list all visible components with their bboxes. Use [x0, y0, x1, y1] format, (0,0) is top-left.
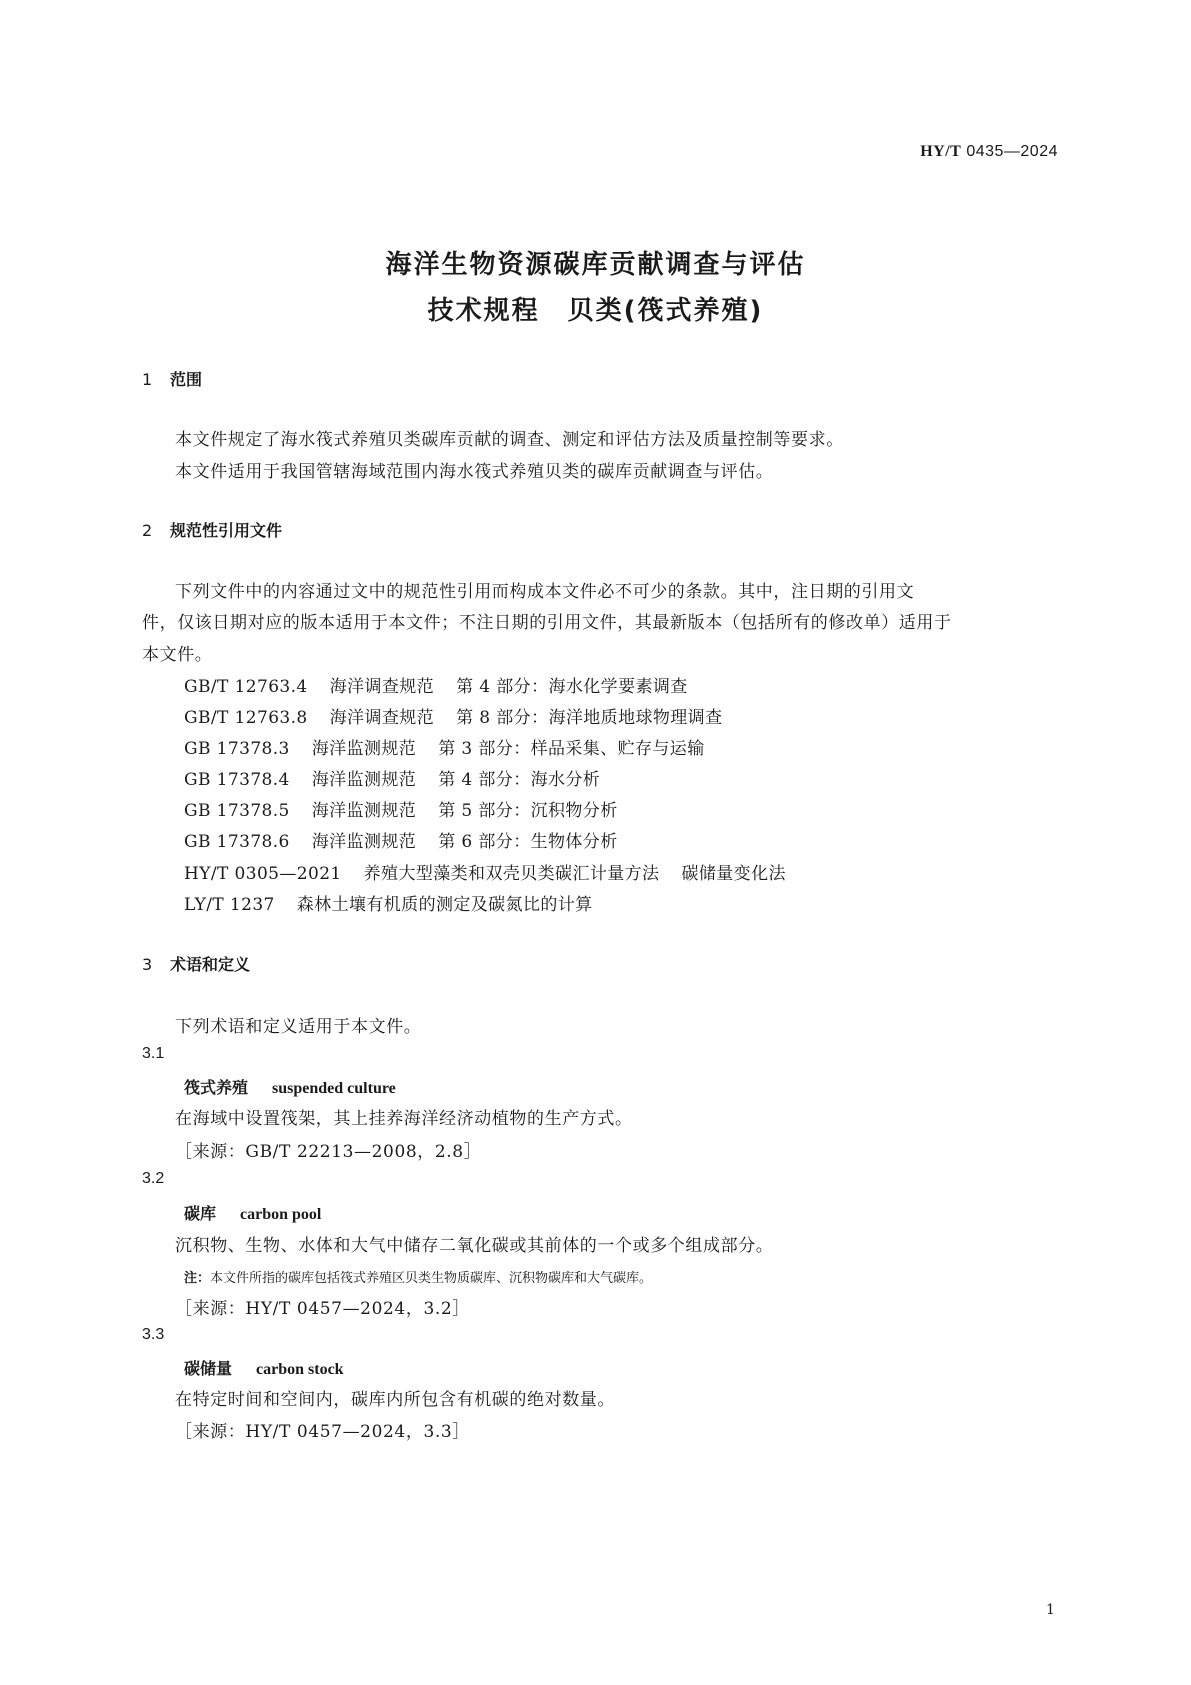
term-title: 筏式养殖 suspended culture [184, 1078, 396, 1097]
term-definition: 在海域中设置筏架，其上挂养海洋经济动植物的生产方式。 [175, 1109, 633, 1129]
page-number: 1 [1046, 1602, 1055, 1618]
reference-item: GB/T 12763.4 海洋调查规范 第 4 部分：海水化学要素调查 [184, 677, 688, 697]
term-title: 碳库 carbon pool [184, 1204, 322, 1223]
term-definition: 在特定时间和空间内，碳库内所包含有机碳的绝对数量。 [175, 1390, 615, 1410]
section-2-heading: 2 规范性引用文件 [142, 521, 283, 540]
paragraph: 本文件规定了海水筏式养殖贝类碳库贡献的调查、测定和评估方法及质量控制等要求。 [175, 430, 844, 450]
reference-item: GB 17378.6 海洋监测规范 第 6 部分：生物体分析 [184, 832, 618, 852]
term-source: ［来源：HY/T 0457—2024，3.2］ [175, 1299, 470, 1319]
term-title: 碳储量 carbon stock [184, 1359, 344, 1378]
document-title-line-2: 技术规程 贝类(筏式养殖) [427, 296, 764, 326]
paragraph: 下列文件中的内容通过文中的规范性引用而构成本文件必不可少的条款。其中，注日期的引用文 [175, 582, 915, 602]
paragraph: 本文件。 [142, 645, 213, 665]
term-number: 3.1 [142, 1045, 165, 1062]
section-1-heading: 1 范围 [142, 370, 203, 389]
term-definition: 沉积物、生物、水体和大气中储存二氧化碳或其前体的一个或多个组成部分。 [175, 1236, 774, 1256]
section-3-heading: 3 术语和定义 [142, 955, 251, 974]
term-source: ［来源：HY/T 0457—2024，3.3］ [175, 1422, 470, 1442]
reference-item: GB 17378.3 海洋监测规范 第 3 部分：样品采集、贮存与运输 [184, 739, 705, 759]
document-title-line-1: 海洋生物资源碳库贡献调查与评估 [385, 250, 806, 280]
term-number: 3.2 [142, 1170, 165, 1187]
reference-item: GB/T 12763.8 海洋调查规范 第 8 部分：海洋地质地球物理调查 [184, 708, 723, 728]
standard-number: HY/T 0435—2024 [920, 143, 1058, 160]
term-note: 注：本文件所指的碳库包括筏式养殖区贝类生物质碳库、沉积物碳库和大气碳库。 [184, 1271, 653, 1286]
reference-item: GB 17378.5 海洋监测规范 第 5 部分：沉积物分析 [184, 801, 618, 821]
reference-item: LY/T 1237 森林土壤有机质的测定及碳氮比的计算 [184, 895, 593, 915]
paragraph: 件，仅该日期对应的版本适用于本文件；不注日期的引用文件，其最新版本（包括所有的修改单）适用于 [142, 613, 952, 633]
reference-item: GB 17378.4 海洋监测规范 第 4 部分：海水分析 [184, 770, 601, 790]
paragraph: 本文件适用于我国管辖海域范围内海水筏式养殖贝类的碳库贡献调查与评估。 [175, 462, 774, 482]
reference-item: HY/T 0305—2021 养殖大型藻类和双壳贝类碳汇计量方法 碳储量变化法 [184, 864, 786, 884]
term-source: ［来源：GB/T 22213—2008，2.8］ [175, 1142, 482, 1162]
term-number: 3.3 [142, 1326, 165, 1343]
paragraph: 下列术语和定义适用于本文件。 [175, 1017, 422, 1037]
